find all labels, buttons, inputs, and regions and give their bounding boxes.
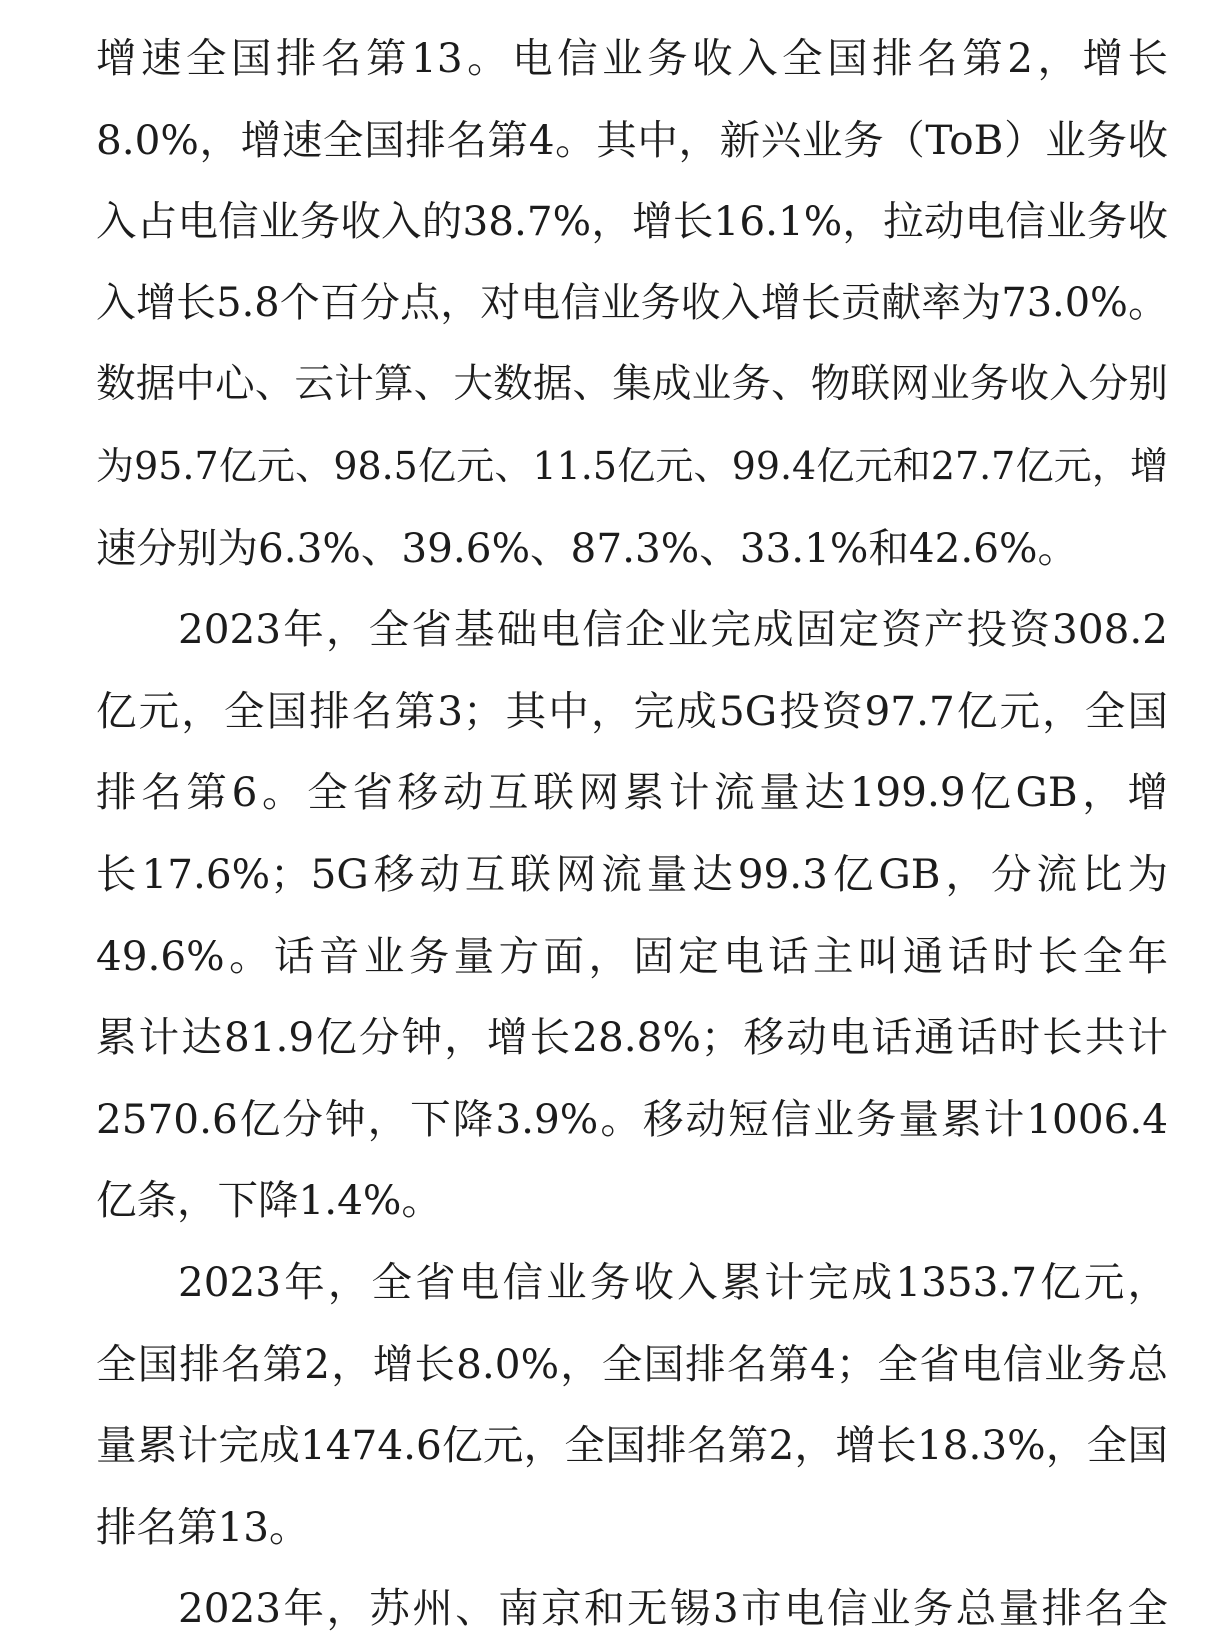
- text-line: 8.0%，增速全国排名第4。其中，新兴业务（ToB）业务收: [96, 115, 1168, 164]
- text-line: 入增长5.8个百分点，对电信业务收入增长贡献率为73.0%。: [96, 279, 1168, 326]
- body-text: [96, 18, 1168, 1642]
- text-line: 为95.7亿元、98.5亿元、11.5亿元、99.4亿元和27.7亿元，增: [96, 443, 1168, 488]
- paragraph-start-line: 2023年，全省电信业务收入累计完成1353.7亿元，: [178, 1257, 1168, 1306]
- text-line: 2570.6亿分钟，下降3.9%。移动短信业务量累计1006.4: [96, 1094, 1168, 1143]
- text-line: 长17.6%；5G移动互联网流量达99.3亿GB，分流比为: [96, 849, 1168, 898]
- text-line: 速分别为6.3%、39.6%、87.3%、33.1%和42.6%。: [96, 523, 1079, 572]
- text-line: 亿条，下降1.4%。: [96, 1176, 442, 1225]
- text-line: 49.6%。话音业务量方面，固定电话主叫通话时长全年: [96, 931, 1168, 980]
- text-line: 亿元，全国排名第3；其中，完成5G投资97.7亿元，全国: [96, 686, 1168, 735]
- text-line: 入占电信业务收入的38.7%，增长16.1%，拉动电信业务收: [96, 197, 1168, 246]
- text-line: 排名第6。全省移动互联网累计流量达199.9亿GB，增: [96, 768, 1168, 817]
- text-line: 全国排名第2，增长8.0%，全国排名第4；全省电信业务总: [96, 1339, 1168, 1388]
- text-line: 量累计完成1474.6亿元，全国排名第2，增长18.3%，全国: [96, 1421, 1168, 1470]
- text-line: 累计达81.9亿分钟，增长28.8%；移动电话通话时长共计: [96, 1013, 1168, 1062]
- paragraph-start-line: 2023年，苏州、南京和无锡3市电信业务总量排名全: [178, 1584, 1168, 1633]
- text-line: 数据中心、云计算、大数据、集成业务、物联网业务收入分别: [96, 361, 1168, 408]
- text-line: 排名第13。: [96, 1502, 310, 1551]
- paragraph-start-line: 2023年，全省基础电信企业完成固定资产投资308.2: [178, 605, 1168, 654]
- text-line: 增速全国排名第13。电信业务收入全国排名第2，增长: [96, 34, 1168, 82]
